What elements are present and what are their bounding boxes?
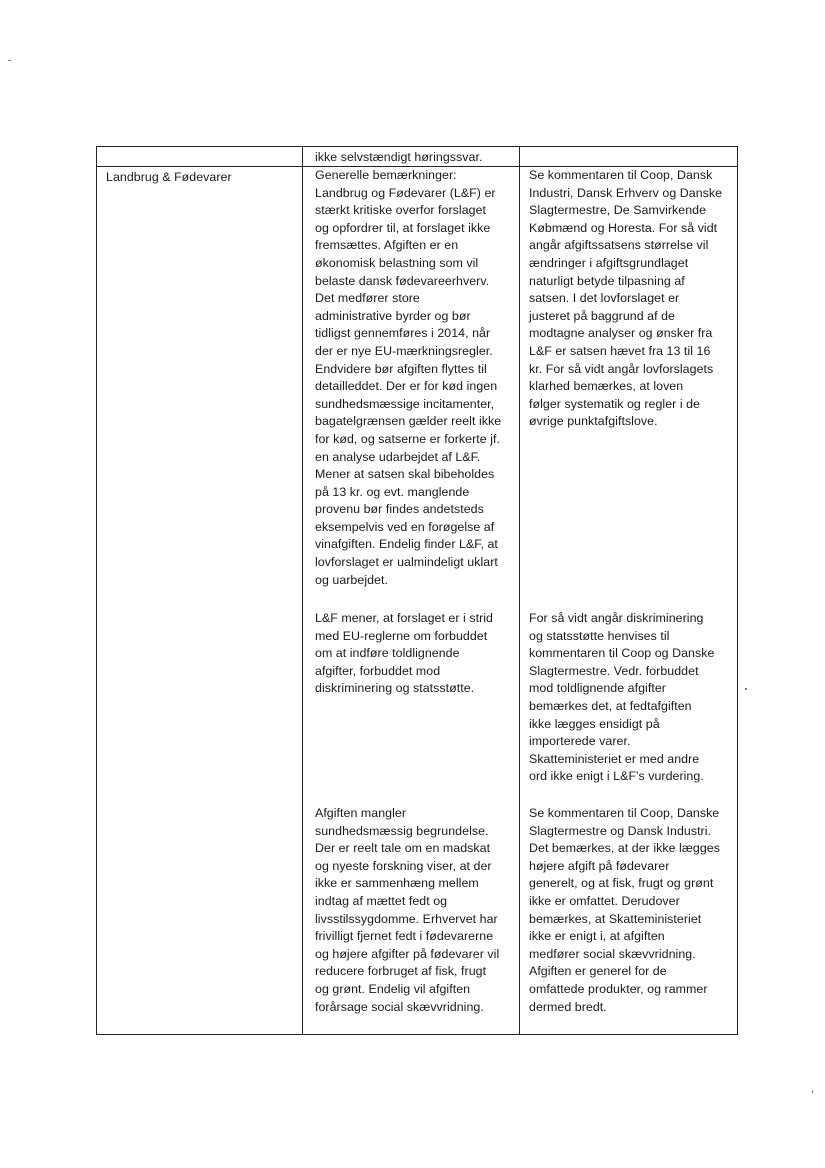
text-line: økonomisk belastning som vil — [315, 255, 479, 270]
text-line: med EU-reglerne om forbuddet — [315, 628, 488, 643]
text-line: belaste dansk fødevareerhverv. — [315, 273, 490, 288]
text-line: bemærkes det, at fedtafgiften — [529, 698, 692, 713]
text-line: og grønt. Endelig vil afgiften — [315, 981, 471, 996]
text-line: om at indføre toldlignende — [315, 646, 460, 661]
text-line: Slagtermestre, De Samvirkende — [529, 203, 707, 218]
text-line: fremsættes. Afgiften er en — [315, 238, 459, 253]
text-line: Slagtermestre. Vedr. forbuddet — [529, 663, 699, 678]
text-line: importerede varer. — [529, 734, 631, 749]
text-line: bemærkes, at Skatteministeriet — [529, 911, 702, 926]
text-line: ændringer i afgiftsgrundlaget — [529, 255, 689, 270]
text-line: naturligt betyde tilpasning af — [529, 273, 685, 288]
comment-cell-eu-rules — [315, 610, 493, 698]
text-line: generelt, og at fisk, frugt og grønt — [529, 876, 714, 891]
text-line: L&F er satsen hævet fra 13 til 16 — [529, 343, 711, 358]
text-line: indtag af mættet fedt og — [315, 893, 448, 908]
text-line: kommentaren til Coop og Danske — [529, 646, 715, 661]
text-line: ikke er sammenhæng mellem — [315, 876, 479, 891]
hearing-response-table — [96, 146, 738, 1035]
scan-speck — [8, 60, 11, 61]
comment-cell-general — [315, 167, 501, 589]
scan-speck — [812, 1090, 813, 1093]
text-line: forårsage social skævvridning. — [315, 999, 484, 1014]
response-cell-general — [529, 167, 722, 431]
text-line: angår afgiftssatsens størrelse vil — [529, 238, 709, 253]
text-line: modtagne analyser og ønsker fra — [529, 326, 713, 341]
text-line: sundhedsmæssige incitamenter, — [315, 396, 495, 411]
text-line: der er nye EU-mærkningsregler. — [315, 343, 493, 358]
text-line: og uarbejdet. — [315, 572, 388, 587]
text-line: vinafgiften. Endelig finder L&F, at — [315, 537, 498, 552]
organization-cell: Landbrug & Fødevarer — [106, 170, 232, 184]
text-line: Generelle bemærkninger: — [315, 168, 457, 182]
text-line: reducere forbruget af fisk, frugt — [315, 964, 487, 979]
text-line: Afgiften er generel for de — [529, 964, 667, 979]
text-line: satsen. I det lovforslaget er — [529, 291, 680, 306]
text-line: på 13 kr. og evt. manglende — [315, 484, 470, 499]
text-line: afgifter, forbuddet mod — [315, 663, 441, 678]
text-line: administrative byrder og bør — [315, 308, 471, 323]
text-line: tidligst gennemføres i 2014, når — [315, 326, 491, 341]
text-line: frivilligt fjernet fedt i fødevarerne — [315, 929, 494, 944]
text-line: og højere afgifter på fødevarer vil — [315, 946, 500, 961]
continued-comment-cell — [315, 149, 482, 167]
text-line: Mener at satsen skal bibeholdes — [315, 467, 495, 482]
column-divider — [519, 147, 520, 1034]
text-line: og statsstøtte henvises til — [529, 628, 670, 643]
column-divider — [302, 147, 303, 1034]
text-line: For så vidt angår diskriminering — [529, 611, 704, 625]
response-cell-eu-rules — [529, 610, 714, 786]
comment-cell-health — [315, 805, 499, 1016]
text-line: bagatelgrænsen gælder reelt ikke — [315, 414, 502, 429]
text-line: Slagtermestre og Dansk Industri. — [529, 823, 712, 838]
text-line: provenu bør findes andetsteds — [315, 502, 484, 517]
text-line: Afgiften mangler — [315, 806, 407, 820]
text-line: Industri, Dansk Erhverv og Danske — [529, 185, 723, 200]
text-line: Se kommentaren til Coop, Dansk — [529, 168, 713, 182]
text-line: justeret på baggrund af de — [529, 308, 675, 323]
text-line: sundhedsmæssig begrundelse. — [315, 823, 489, 838]
text-line: ord ikke enigt i L&F's vurdering. — [529, 769, 704, 784]
text-line: dermed bredt. — [529, 999, 607, 1014]
text-line: ikke er enigt i, at afgiften — [529, 929, 665, 944]
text-line: højere afgift på fødevarer — [529, 858, 670, 873]
text-line: L&F mener, at forslaget er i strid — [315, 611, 493, 625]
text-line: klarhed bemærkes, at loven — [529, 379, 684, 394]
text-line: for kød, og satserne er forkerte jf. — [315, 431, 500, 446]
text-line: diskriminering og statsstøtte. — [315, 681, 475, 696]
text-line: en analyse udarbejdet af L&F. — [315, 449, 481, 464]
text-line: eksempelvis ved en forøgelse af — [315, 519, 495, 534]
text-line: lovforslaget er ualmindeligt uklart — [315, 555, 498, 570]
text-line: øvrige punktafgiftslove. — [529, 414, 658, 429]
text-line: Der er reelt tale om en madskat — [315, 841, 491, 856]
text-line: ikke er omfattet. Derudover — [529, 893, 680, 908]
text-line: omfattede produkter, og rammer — [529, 981, 708, 996]
text-line: medfører social skævvridning. — [529, 946, 696, 961]
text-line: Endvidere bør afgiften flyttes til — [315, 361, 487, 376]
text-line: Det bemærkes, at der ikke lægges — [529, 841, 720, 856]
text-line: og nyeste forskning viser, at der — [315, 858, 492, 873]
text-line: Det medfører store — [315, 291, 420, 306]
text-line: Se kommentaren til Coop, Danske — [529, 806, 720, 820]
text-line: ikke lægges ensidigt på — [529, 716, 660, 731]
text-line: Landbrug og Fødevarer (L&F) er — [315, 185, 496, 200]
text-line: kr. For så vidt angår lovforslagets — [529, 361, 714, 376]
text-line: følger systematik og regler i de — [529, 396, 701, 411]
response-cell-health — [529, 805, 720, 1016]
text-line: Købmænd og Horesta. For så vidt — [529, 220, 718, 235]
scan-speck — [745, 688, 747, 690]
text-line: mod toldlignende afgifter — [529, 681, 666, 696]
text-line: detailleddet. Der er for kød ingen — [315, 379, 498, 394]
text-line: og opfordrer til, at forslaget ikke — [315, 220, 491, 235]
text-line: livsstilssygdomme. Erhvervet har — [315, 911, 498, 926]
text-line: ikke selvstændigt høringssvar. — [315, 150, 483, 164]
text-line: stærkt kritiske overfor forslaget — [315, 203, 487, 218]
text-line: Skatteministeriet er med andre — [529, 751, 700, 766]
